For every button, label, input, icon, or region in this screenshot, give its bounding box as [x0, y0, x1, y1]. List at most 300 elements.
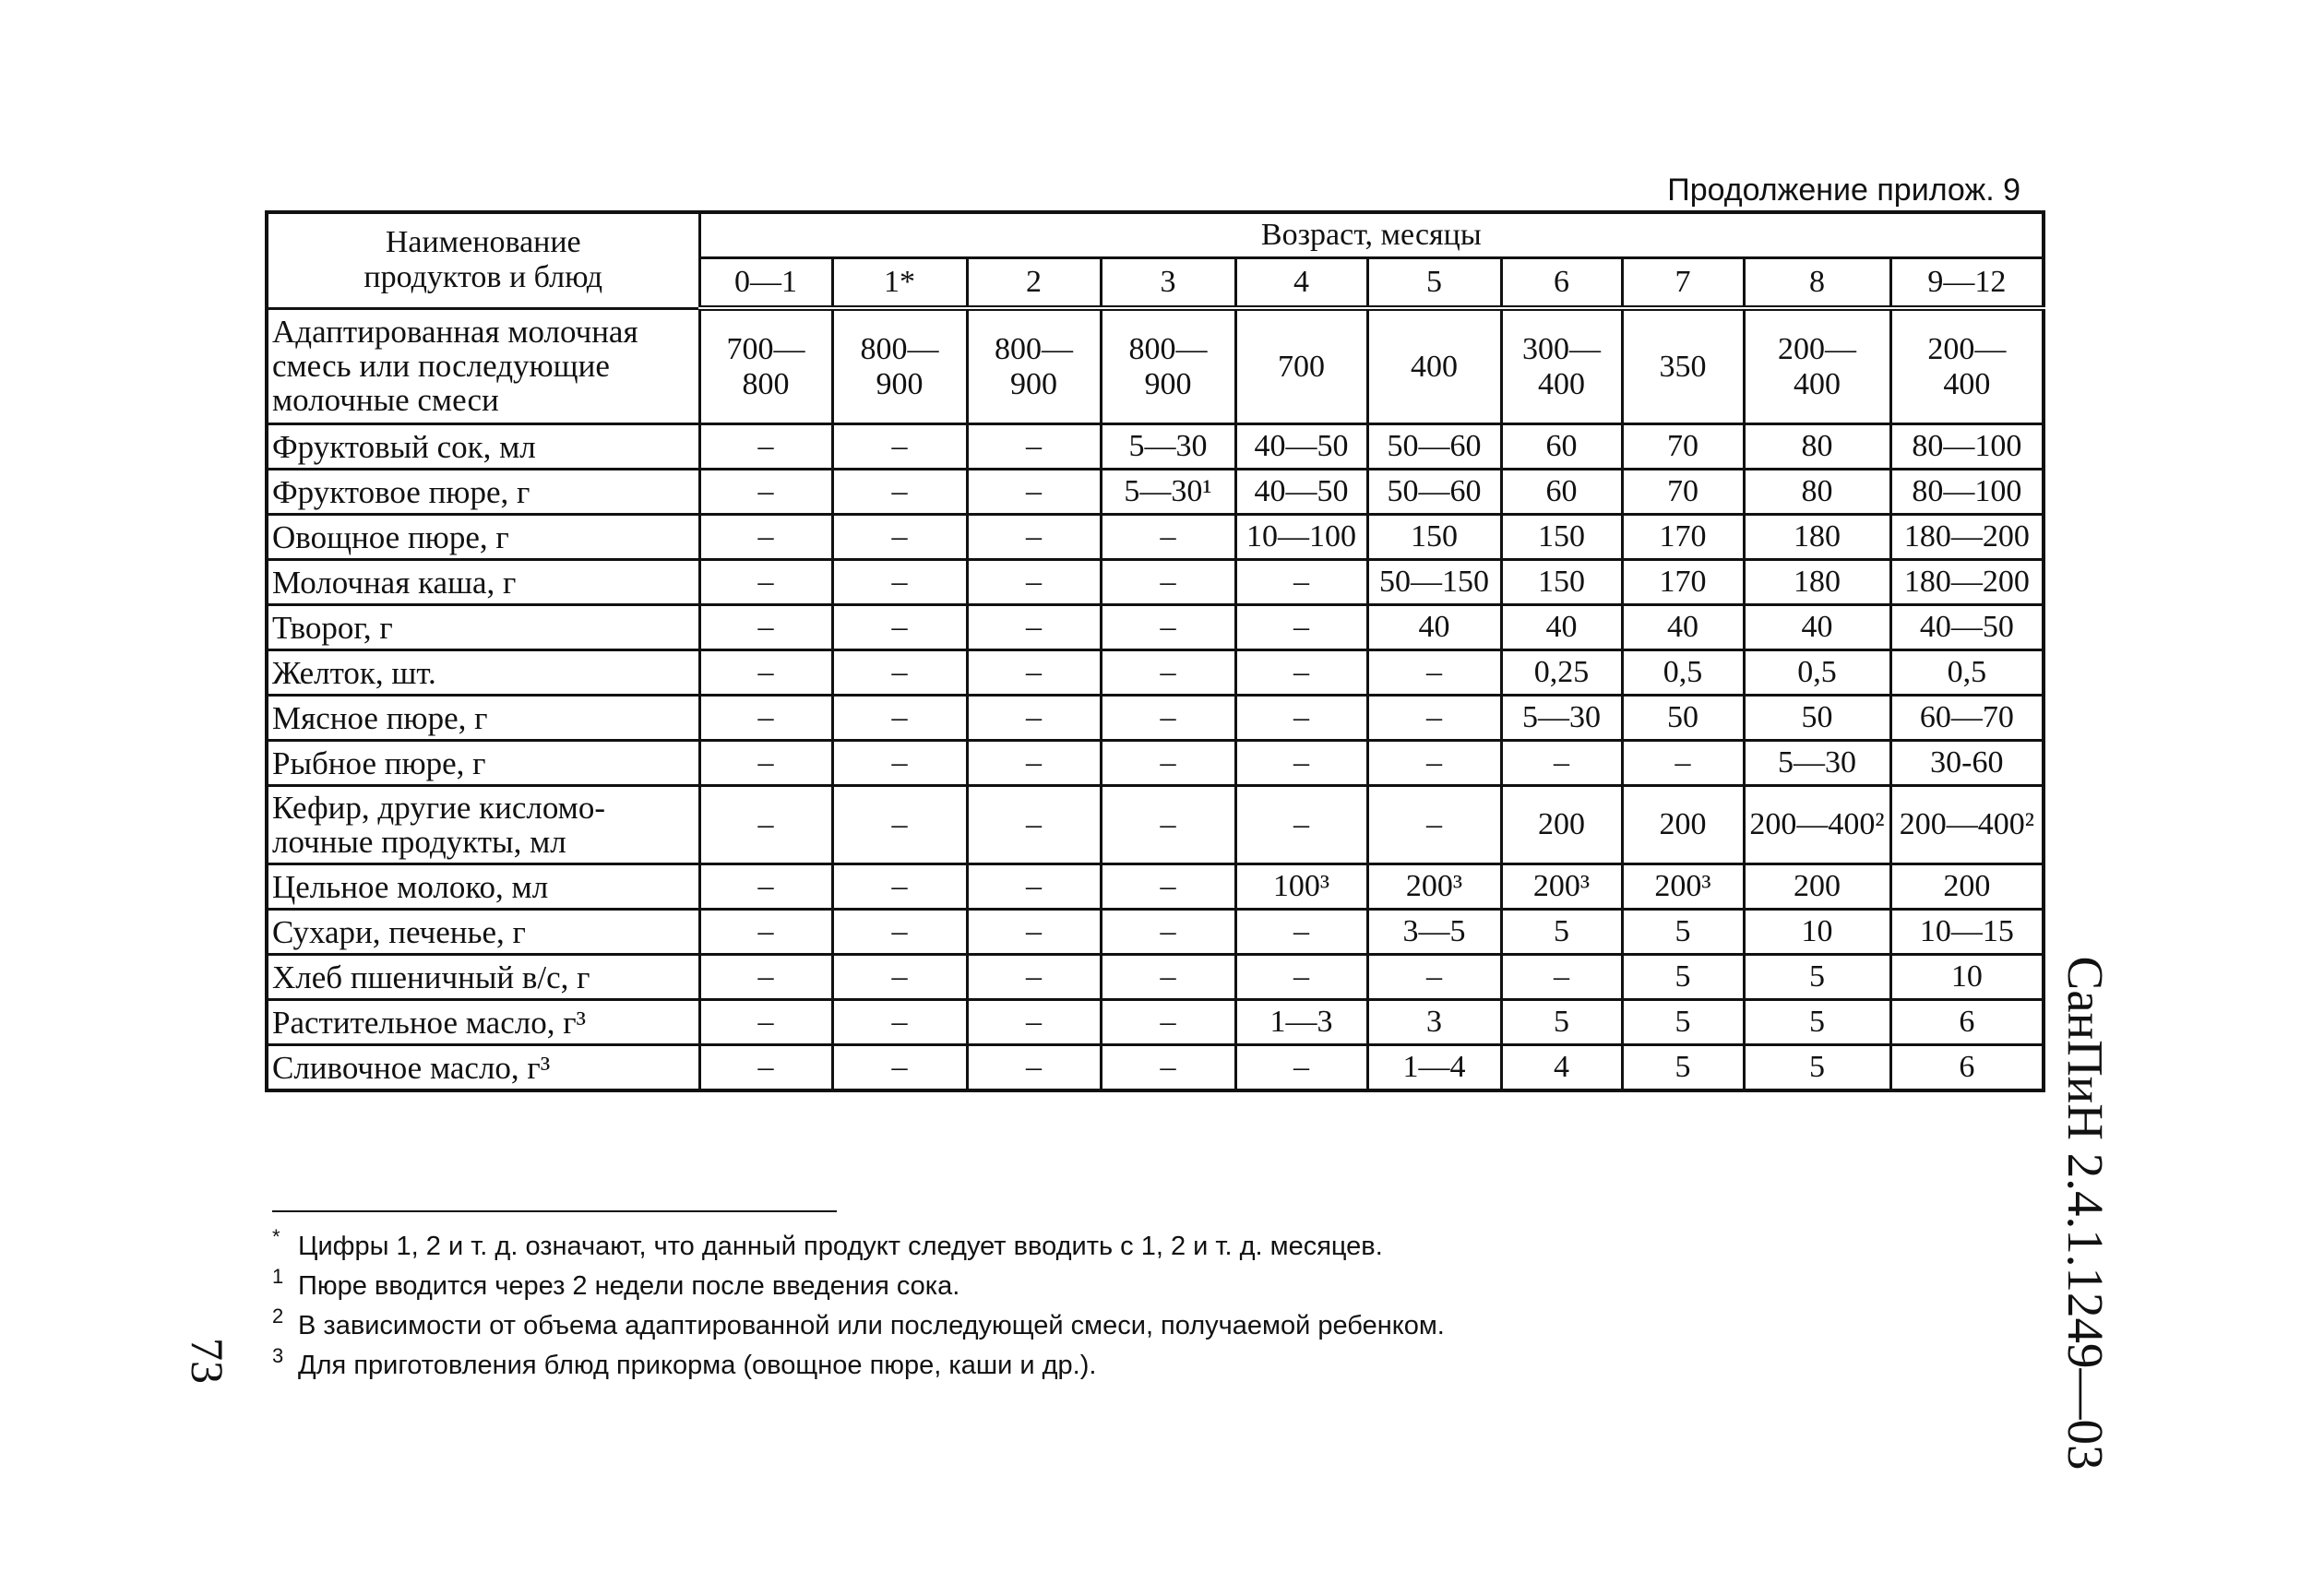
amount-cell [1101, 741, 1235, 786]
table-row [267, 864, 2044, 910]
age-column-header: 5 [1367, 258, 1501, 309]
amount-cell [1744, 741, 1890, 786]
amount-value: – [891, 745, 908, 780]
table-row [267, 650, 2044, 696]
product-name: Овощное пюре, г [272, 518, 509, 555]
product-name: Желток, шт. [272, 654, 436, 691]
header-row-top [267, 212, 2044, 258]
product-name: Фруктовый сок, мл [272, 428, 536, 465]
age-column-header: 0—1 [699, 258, 832, 309]
amount-cell [1622, 955, 1744, 1000]
amount-value: 70 [1667, 429, 1698, 463]
amount-value: – [891, 1050, 908, 1084]
table-row [267, 308, 2044, 424]
amount-value: 150 [1538, 519, 1585, 554]
amount-cell [832, 696, 967, 741]
amount-value: – [1026, 474, 1042, 508]
document-code: СанПиН 2.4.1.1249—03 [2057, 956, 2114, 1471]
amount-value: 40—50 [1254, 429, 1349, 463]
amount-value: 30-60 [1930, 745, 2004, 780]
amount-cell [1367, 864, 1501, 910]
amount-value: – [757, 1005, 774, 1039]
amount-value: 200³ [1532, 869, 1591, 903]
amount-cell [1501, 910, 1622, 955]
amount-cell [832, 470, 967, 515]
feeding-norms-table [265, 210, 2045, 1092]
amount-cell [1890, 560, 2044, 605]
product-name: Хлеб пшеничный в/с, г [272, 959, 590, 995]
amount-cell [1235, 1045, 1367, 1091]
amount-value: – [1293, 700, 1309, 734]
amount-cell [1744, 1045, 1890, 1091]
amount-value: – [757, 1050, 774, 1084]
amount-cell [1101, 1000, 1235, 1045]
amount-cell [1744, 605, 1890, 650]
amount-value: 170 [1659, 565, 1707, 599]
amount-cell [1622, 470, 1744, 515]
amount-value: 800— 900 [1128, 331, 1208, 401]
continuation-label: Продолжение прилож. 9 [1667, 173, 2020, 208]
amount-value: – [757, 655, 774, 689]
amount-cell [1890, 741, 2044, 786]
amount-cell [1744, 955, 1890, 1000]
amount-cell [967, 560, 1101, 605]
amount-value: – [891, 429, 908, 463]
amount-cell [967, 1045, 1101, 1091]
amount-cell [1501, 1000, 1622, 1045]
amount-cell [967, 605, 1101, 650]
amount-value: – [757, 610, 774, 644]
amount-cell [832, 786, 967, 864]
amount-value: – [891, 519, 908, 554]
product-name-cell [267, 308, 699, 424]
product-name-cell [267, 515, 699, 560]
table-row [267, 470, 2044, 515]
amount-value: 5—30 [1128, 429, 1208, 463]
amount-cell [1235, 1000, 1367, 1045]
product-name: Сухари, печенье, г [272, 913, 526, 950]
amount-cell [1501, 864, 1622, 910]
amount-value: – [891, 914, 908, 948]
amount-cell [1744, 1000, 1890, 1045]
amount-value: 10—100 [1246, 519, 1356, 554]
amount-value: – [1293, 807, 1309, 841]
amount-cell [832, 650, 967, 696]
table-row [267, 910, 2044, 955]
amount-value: – [1026, 1005, 1042, 1039]
table-row [267, 955, 2044, 1000]
amount-cell [1235, 515, 1367, 560]
amount-value: – [891, 610, 908, 644]
amount-value: 150 [1538, 565, 1585, 599]
product-name-cell [267, 1045, 699, 1091]
amount-value: – [1160, 807, 1176, 841]
amount-value: 350 [1659, 349, 1707, 384]
amount-cell [1101, 696, 1235, 741]
amount-value: – [1026, 1050, 1042, 1084]
amount-cell [967, 1000, 1101, 1045]
amount-cell [1101, 308, 1235, 424]
amount-cell [1101, 864, 1235, 910]
amount-value: – [1026, 655, 1042, 689]
age-column-header: 9—12 [1890, 258, 2044, 309]
amount-cell [832, 1045, 967, 1091]
amount-value: 800— 900 [995, 331, 1073, 401]
product-name-cell [267, 424, 699, 470]
amount-value: 170 [1659, 519, 1707, 554]
product-name: Кефир, другие кисломо- лочные продукты, мл [272, 790, 605, 860]
amount-cell [1235, 424, 1367, 470]
amount-value: – [1160, 1005, 1176, 1039]
amount-value: 3 [1426, 1005, 1442, 1039]
amount-value: – [1426, 745, 1442, 780]
amount-cell [1235, 605, 1367, 650]
amount-cell [699, 515, 832, 560]
amount-cell [1101, 424, 1235, 470]
amount-cell [1890, 605, 2044, 650]
amount-cell [967, 955, 1101, 1000]
product-name-cell [267, 470, 699, 515]
amount-cell [1890, 1045, 2044, 1091]
amount-cell [967, 308, 1101, 424]
product-name-cell [267, 910, 699, 955]
amount-value: – [1426, 655, 1442, 689]
amount-cell [1890, 696, 2044, 741]
footnote-text: Пюре вводится через 2 недели после введения сока. [298, 1271, 960, 1301]
amount-value: – [891, 474, 908, 508]
amount-value: – [1293, 610, 1309, 644]
amount-cell [1622, 650, 1744, 696]
amount-value: 200— 400 [1927, 331, 2007, 401]
amount-cell [1890, 515, 2044, 560]
age-column-header: 3 [1101, 258, 1235, 309]
amount-cell [1744, 470, 1890, 515]
footnote-mark: * [272, 1225, 280, 1248]
amount-cell [1622, 696, 1744, 741]
amount-value: 150 [1411, 519, 1458, 554]
age-column-header: 2 [967, 258, 1101, 309]
amount-cell [1622, 741, 1744, 786]
amount-value: 0,5 [1663, 655, 1703, 689]
amount-value: 80 [1801, 429, 1833, 463]
amount-value: – [757, 914, 774, 948]
amount-cell [1501, 955, 1622, 1000]
age-group-header: Возраст, месяцы [699, 212, 2044, 258]
amount-cell [1235, 560, 1367, 605]
amount-value: 400 [1411, 349, 1458, 384]
amount-value: – [1026, 869, 1042, 903]
amount-value: – [1293, 655, 1309, 689]
amount-cell [1235, 696, 1367, 741]
amount-cell [832, 308, 967, 424]
amount-value: 40 [1418, 610, 1450, 644]
amount-cell [967, 696, 1101, 741]
amount-value: – [1160, 610, 1176, 644]
footnote-text: В зависимости от объема адаптированной или последующей смеси, получаемой ребенком. [298, 1311, 1445, 1340]
amount-value: 700— 800 [726, 331, 805, 401]
amount-cell [699, 741, 832, 786]
table-row [267, 560, 2044, 605]
age-column-header: 1* [832, 258, 967, 309]
amount-cell [1744, 560, 1890, 605]
amount-cell [1235, 910, 1367, 955]
product-name: Растительное масло, г³ [272, 1004, 587, 1041]
amount-value: 40 [1801, 610, 1833, 644]
amount-cell [1622, 308, 1744, 424]
product-name-cell [267, 741, 699, 786]
amount-value: – [757, 869, 774, 903]
amount-cell [1744, 786, 1890, 864]
amount-value: – [1160, 869, 1176, 903]
amount-value: 5 [1809, 959, 1825, 994]
amount-cell [832, 560, 967, 605]
feeding-norms-table-wrap [265, 210, 2042, 1092]
amount-value: – [1160, 959, 1176, 994]
table-row [267, 605, 2044, 650]
amount-cell [1367, 741, 1501, 786]
table-row [267, 424, 2044, 470]
amount-value: – [1293, 745, 1309, 780]
amount-value: 80—100 [1912, 429, 2022, 463]
amount-cell [1744, 424, 1890, 470]
amount-value: – [1160, 655, 1176, 689]
amount-value: 1—4 [1402, 1050, 1466, 1084]
amount-value: – [1026, 429, 1042, 463]
footnote [272, 1346, 1656, 1386]
amount-value: 10 [1801, 914, 1833, 948]
amount-cell [1890, 1000, 2044, 1045]
amount-cell [1101, 910, 1235, 955]
amount-cell [1622, 1000, 1744, 1045]
amount-value: 200 [1794, 869, 1841, 903]
amount-value: – [891, 959, 908, 994]
amount-cell [1367, 696, 1501, 741]
amount-value: – [757, 519, 774, 554]
amount-cell [1367, 308, 1501, 424]
footnote-mark: 1 [272, 1265, 284, 1288]
amount-cell [1367, 1000, 1501, 1045]
amount-value: 40—50 [1919, 610, 2014, 644]
amount-value: 0,5 [1947, 655, 1987, 689]
amount-value: – [1426, 807, 1442, 841]
amount-cell [1890, 650, 2044, 696]
amount-value: 5—30 [1522, 700, 1601, 734]
amount-cell [699, 955, 832, 1000]
footnote [272, 1227, 1656, 1267]
amount-cell [832, 515, 967, 560]
amount-value: – [1426, 700, 1442, 734]
amount-cell [1622, 560, 1744, 605]
amount-value: 5 [1674, 959, 1691, 994]
amount-value: – [891, 807, 908, 841]
amount-value: 6 [1959, 1005, 1975, 1039]
age-column-header: 7 [1622, 258, 1744, 309]
amount-value: 200 [1943, 869, 1991, 903]
amount-cell [1367, 560, 1501, 605]
amount-value: 200 [1538, 807, 1585, 841]
amount-value: 200³ [1654, 869, 1711, 903]
amount-cell [1101, 605, 1235, 650]
amount-cell [967, 424, 1101, 470]
amount-value: – [757, 807, 774, 841]
amount-value: – [891, 700, 908, 734]
amount-value: – [757, 565, 774, 599]
amount-value: – [891, 1005, 908, 1039]
amount-cell [1235, 955, 1367, 1000]
product-name-cell [267, 955, 699, 1000]
amount-value: 800— 900 [860, 331, 939, 401]
amount-cell [967, 515, 1101, 560]
amount-cell [1501, 605, 1622, 650]
amount-cell [1367, 786, 1501, 864]
table-row [267, 696, 2044, 741]
amount-value: – [1160, 700, 1176, 734]
amount-value: 200³ [1405, 869, 1463, 903]
amount-cell [699, 308, 832, 424]
amount-cell [1367, 910, 1501, 955]
amount-value: – [1026, 959, 1042, 994]
amount-value: – [1293, 1050, 1309, 1084]
amount-cell [1890, 910, 2044, 955]
amount-value: 0,25 [1533, 655, 1590, 689]
amount-value: 200— 400 [1778, 331, 1856, 401]
amount-value: 60 [1545, 474, 1578, 508]
amount-cell [1744, 864, 1890, 910]
amount-cell [1235, 650, 1367, 696]
amount-cell [1501, 308, 1622, 424]
amount-value: 60 [1545, 429, 1578, 463]
amount-cell [1235, 864, 1367, 910]
amount-cell [1367, 470, 1501, 515]
amount-cell [1101, 1045, 1235, 1091]
table-row [267, 786, 2044, 864]
amount-value: – [1026, 519, 1042, 554]
product-name: Фруктовое пюре, г [272, 473, 530, 510]
amount-cell [832, 910, 967, 955]
table-row [267, 1045, 2044, 1091]
amount-value: – [1293, 565, 1309, 599]
amount-value: 50—60 [1387, 474, 1482, 508]
amount-value: 60—70 [1919, 700, 2014, 734]
product-name-cell [267, 1000, 699, 1045]
amount-value: 5—30¹ [1124, 474, 1212, 508]
amount-cell [699, 424, 832, 470]
amount-cell [1890, 786, 2044, 864]
footnote-mark: 3 [272, 1344, 284, 1367]
table-row [267, 515, 2044, 560]
amount-cell [1367, 650, 1501, 696]
amount-value: 50 [1667, 700, 1698, 734]
amount-cell [1890, 864, 2044, 910]
amount-cell [1890, 424, 2044, 470]
product-name-cell [267, 650, 699, 696]
amount-value: 40—50 [1254, 474, 1349, 508]
amount-cell [1501, 470, 1622, 515]
amount-cell [832, 1000, 967, 1045]
amount-value: 50—150 [1379, 565, 1489, 599]
table-row [267, 741, 2044, 786]
amount-value: – [1026, 914, 1042, 948]
amount-cell [1890, 470, 2044, 515]
amount-cell [1622, 605, 1744, 650]
footnote [272, 1267, 1656, 1306]
amount-cell [967, 741, 1101, 786]
amount-cell [1101, 560, 1235, 605]
amount-value: – [1026, 807, 1042, 841]
amount-cell [699, 605, 832, 650]
amount-cell [967, 470, 1101, 515]
amount-value: 10—15 [1919, 914, 2014, 948]
amount-value: – [1674, 745, 1691, 780]
amount-value: 180—200 [1903, 519, 2030, 554]
amount-cell [1744, 650, 1890, 696]
amount-cell [699, 560, 832, 605]
amount-value: 180 [1794, 519, 1841, 554]
amount-value: 180 [1794, 565, 1841, 599]
amount-value: 50—60 [1387, 429, 1482, 463]
amount-value: – [757, 700, 774, 734]
amount-cell [1890, 308, 2044, 424]
amount-value: – [757, 959, 774, 994]
amount-value: 40 [1667, 610, 1698, 644]
amount-cell [1501, 696, 1622, 741]
footnote-divider [272, 1210, 837, 1212]
product-name-cell [267, 605, 699, 650]
amount-cell [1622, 910, 1744, 955]
amount-cell [1235, 308, 1367, 424]
amount-cell [832, 741, 967, 786]
amount-cell [967, 910, 1101, 955]
amount-cell [699, 650, 832, 696]
amount-cell [699, 910, 832, 955]
amount-cell [1367, 1045, 1501, 1091]
table-row [267, 1000, 2044, 1045]
product-name: Мясное пюре, г [272, 699, 488, 736]
amount-value: – [1160, 565, 1176, 599]
amount-value: – [1160, 745, 1176, 780]
amount-value: – [1293, 914, 1309, 948]
amount-value: 5—30 [1778, 745, 1856, 780]
amount-cell [1744, 308, 1890, 424]
footnote-mark: 2 [272, 1304, 284, 1328]
amount-value: 6 [1959, 1050, 1975, 1084]
amount-cell [1501, 786, 1622, 864]
amount-cell [1744, 910, 1890, 955]
amount-cell [832, 424, 967, 470]
amount-cell [1501, 424, 1622, 470]
amount-value: 1—3 [1269, 1005, 1333, 1039]
amount-value: – [1160, 1050, 1176, 1084]
amount-cell [1501, 560, 1622, 605]
amount-value: 80—100 [1912, 474, 2022, 508]
amount-value: 300— 400 [1522, 331, 1601, 401]
amount-value: – [1554, 745, 1569, 780]
product-name-cell [267, 696, 699, 741]
amount-cell [1101, 650, 1235, 696]
amount-cell [1501, 515, 1622, 560]
amount-value: 80 [1801, 474, 1833, 508]
amount-cell [1890, 955, 2044, 1000]
amount-cell [1501, 1045, 1622, 1091]
age-column-header: 8 [1744, 258, 1890, 309]
amount-value: – [757, 429, 774, 463]
amount-value: 5 [1809, 1005, 1825, 1039]
amount-cell [832, 955, 967, 1000]
amount-cell [1367, 955, 1501, 1000]
amount-cell [967, 786, 1101, 864]
age-column-header: 4 [1235, 258, 1367, 309]
amount-value: 5 [1809, 1050, 1825, 1084]
